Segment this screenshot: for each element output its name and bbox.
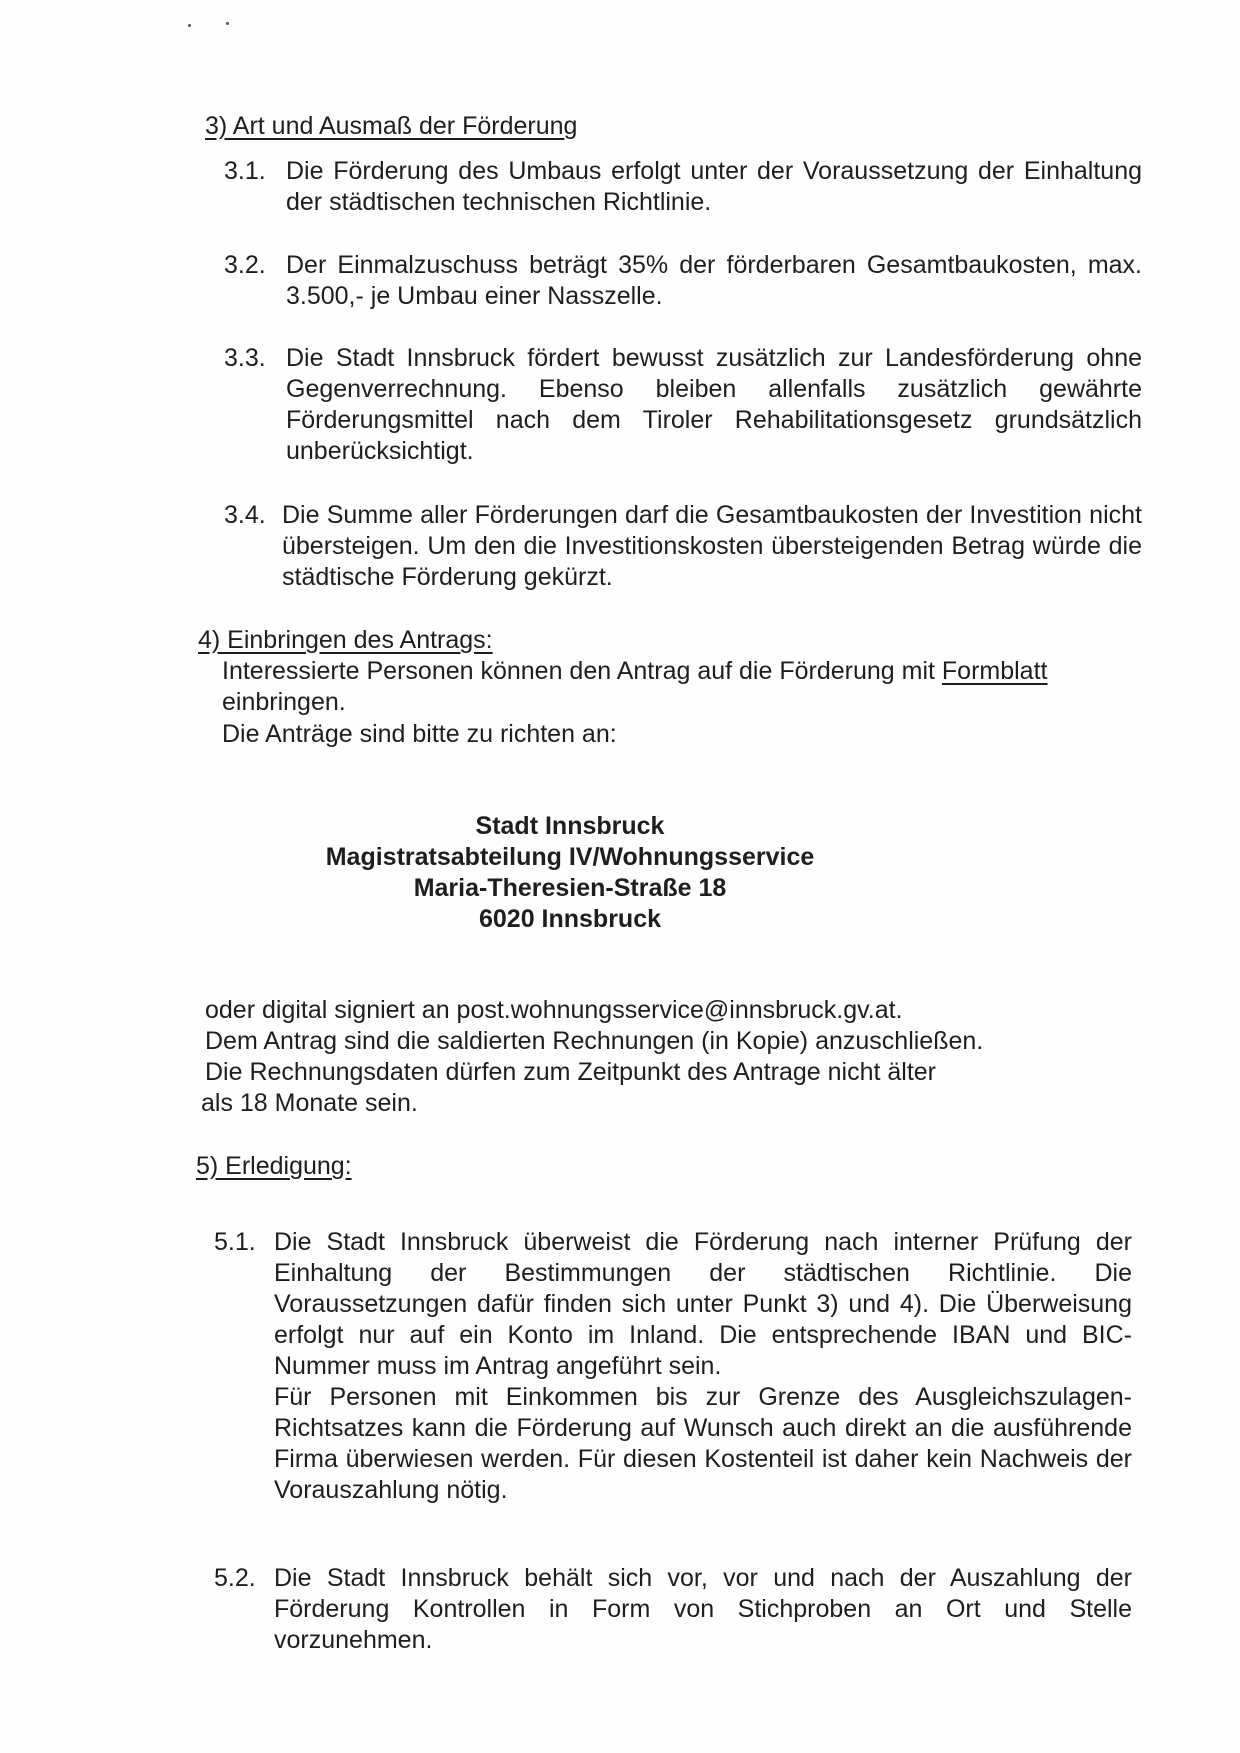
- address-line-department: Magistratsabteilung IV/Wohnungsservice: [325, 843, 815, 871]
- invoice-age-line: als 18 Monate sein.: [201, 1089, 418, 1117]
- section-4-intro: [222, 656, 1142, 718]
- scan-speck: [226, 22, 229, 25]
- item-3-2-text: Der Einmalzuschuss beträgt 35% der förderbaren Gesamtbaukosten, max. 3.500,- je Umbau einer Nasszelle.: [286, 251, 1142, 310]
- item-5-2-number: 5.2.: [214, 1564, 256, 1592]
- item-3-4-text: Die Summe aller Förderungen darf die Gesamtbaukosten der Investition nicht übersteigen. Um den die Investitionskosten übersteigenden Betrag würde die städtische Förderung gekürzt.: [282, 501, 1142, 591]
- section-4-heading: 4) Einbringen des Antrags:: [198, 626, 493, 654]
- section-5-heading: 5) Erledigung:: [196, 1152, 352, 1180]
- section-4-intro-text-end: einbringen.: [222, 688, 346, 716]
- section-3-heading: 3) Art und Ausmaß der Förderung: [205, 112, 578, 140]
- item-3-1-text: Die Förderung des Umbaus erfolgt unter der Voraussetzung der Einhaltung der städtischen technischen Richtlinie.: [286, 157, 1142, 216]
- address-intro: Die Anträge sind bitte zu richten an:: [222, 720, 617, 748]
- item-5-1-text-continued: Für Personen mit Einkommen bis zur Grenze des Ausgleichszulagen-Richtsatzes kann die Förderung auf Wunsch auch direkt an die ausführende Firma überwiesen werden. Für diesen Kostenteil ist daher kein Nachweis der Vorauszahlung nötig.: [274, 1383, 1132, 1504]
- item-3-1-number: 3.1.: [224, 157, 266, 185]
- address-line-postcode: 6020 Innsbruck: [478, 905, 662, 933]
- submission-email-line: oder digital signiert an post.wohnungsservice@innsbruck.gv.at.: [205, 996, 903, 1024]
- address-line-street: Maria-Theresien-Straße 18: [413, 874, 727, 902]
- item-5-1-text: Die Stadt Innsbruck überweist die Förderung nach interner Prüfung der Einhaltung der Bestimmungen der städtischen Richtlinie. Die Voraussetzungen dafür finden sich unter Punkt 3) und 4). Die Überweisung erfolgt nur auf ein Konto im Inland. Die entsprechende IBAN und BIC-Nummer muss im Antrag angeführt sein.: [274, 1228, 1132, 1380]
- invoice-date-line: Die Rechnungsdaten dürfen zum Zeitpunkt des Antrage nicht älter: [205, 1058, 936, 1086]
- item-3-4-number: 3.4.: [224, 501, 266, 529]
- scan-speck: [188, 24, 191, 27]
- item-3-3-text: Die Stadt Innsbruck fördert bewusst zusätzlich zur Landesförderung ohne Gegenverrechnung. Ebenso bleiben allenfalls zusätzlich gewährte Förderungsmittel nach dem Tiroler Rehabilitationsgesetz grundsätzlich unberücksichtigt.: [286, 344, 1142, 465]
- invoice-copy-line: Dem Antrag sind die saldierten Rechnungen (in Kopie) anzuschließen.: [205, 1027, 984, 1055]
- formblatt-link[interactable]: Formblatt: [941, 657, 1048, 685]
- item-3-2-number: 3.2.: [224, 251, 266, 279]
- item-5-1-number: 5.1.: [214, 1228, 256, 1256]
- address-line-city: Stadt Innsbruck: [475, 812, 665, 840]
- item-5-2-text: Die Stadt Innsbruck behält sich vor, vor und nach der Auszahlung der Förderung Kontrollen in Form von Stichproben an Ort und Stelle vorzunehmen.: [274, 1564, 1132, 1654]
- section-4-intro-text: Interessierte Personen können den Antrag auf die Förderung mit: [222, 657, 942, 685]
- item-3-3-number: 3.3.: [224, 344, 266, 372]
